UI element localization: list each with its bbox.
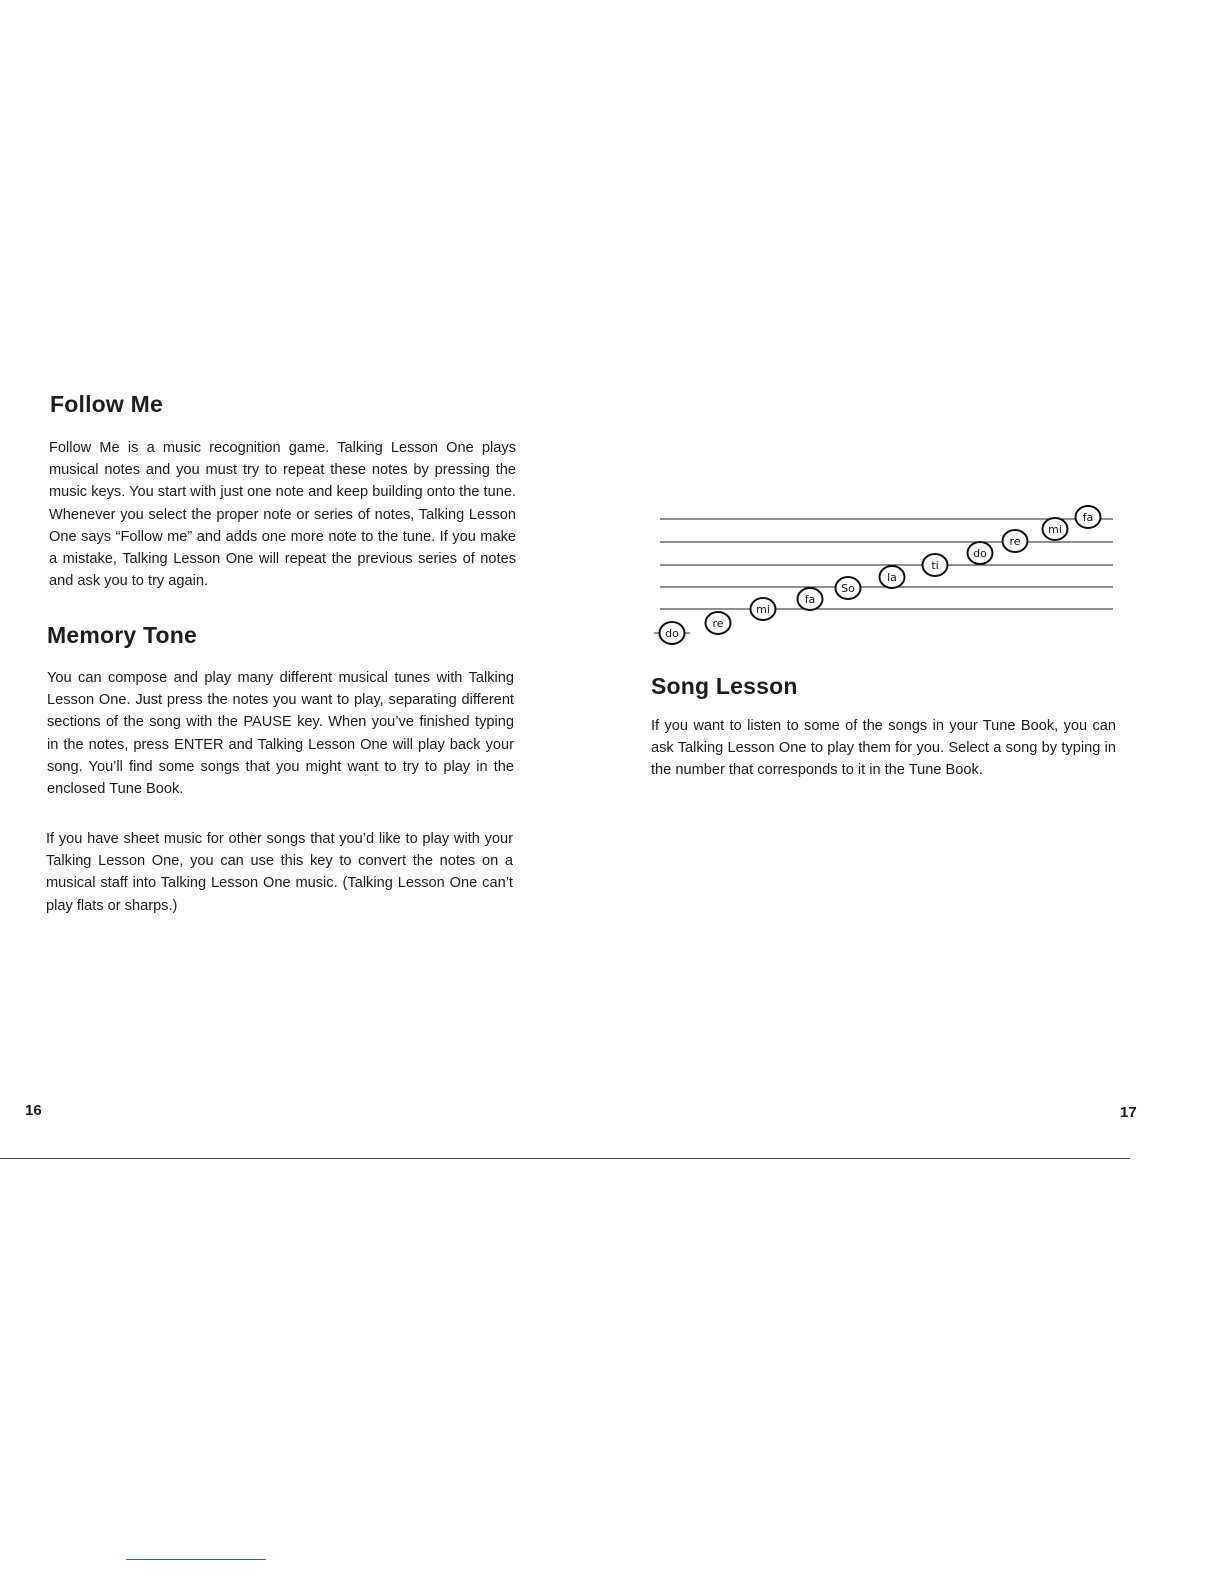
staff-note bbox=[880, 566, 905, 588]
page-number-left: 16 bbox=[25, 1102, 42, 1119]
scan-edge-mark bbox=[126, 1559, 266, 1560]
staff-note bbox=[1043, 518, 1068, 540]
note-label: fa bbox=[804, 593, 816, 606]
staff-notes bbox=[654, 506, 1101, 644]
page-bottom-rule bbox=[0, 1158, 1130, 1159]
staff-note bbox=[1076, 506, 1101, 528]
note-label: do bbox=[973, 547, 987, 560]
staff-note bbox=[923, 554, 948, 576]
note-label: mi bbox=[1048, 523, 1062, 536]
note-label: ti bbox=[931, 559, 939, 572]
staff-note bbox=[751, 598, 776, 620]
note-label: la bbox=[887, 571, 897, 584]
staff-note bbox=[706, 612, 731, 634]
staff-note bbox=[1003, 530, 1028, 552]
memory-tone-paragraph-2: If you have sheet music for other songs that you’d like to play with your Talking Lesson One, you can use this key to convert the notes on a musical staff into Talking Lesson One music. (Talking Lesson One can’t play flats or sharps.) bbox=[46, 831, 513, 914]
note-label: do bbox=[665, 627, 679, 640]
follow-me-paragraph: Follow Me is a music recognition game. Talking Lesson One plays musical notes and you must try to repeat these notes by pressing the music keys. You start with just one note and keep building onto the tune. Whenever you select the proper note or series of notes, Talking Lesson One says “Follow me” and adds one more note to the tune. If you make a mistake, Talking Lesson One will repeat the previous series of notes and ask you to try again. bbox=[49, 440, 516, 590]
memory-tone-heading: Memory Tone bbox=[47, 622, 198, 648]
follow-me-heading: Follow Me bbox=[50, 391, 163, 417]
staff-note bbox=[836, 577, 861, 599]
musical-staff-diagram bbox=[648, 495, 1118, 655]
note-label: fa bbox=[1082, 511, 1094, 524]
staff-note bbox=[654, 622, 690, 644]
note-label: re bbox=[1009, 535, 1021, 548]
memory-tone-paragraph-1: You can compose and play many different musical tunes with Talking Lesson One. Just press the notes you want to play, separating different sections of the song with the PAUSE key. When you’ve finished typing in the notes, press ENTER and Talking Lesson One will play back your song. You’ll find some songs that you might want to try to play in the enclosed Tune Book. bbox=[47, 670, 514, 798]
note-label: mi bbox=[756, 603, 770, 616]
note-label: re bbox=[712, 617, 724, 630]
staff-note bbox=[968, 542, 993, 564]
note-label: So bbox=[841, 582, 855, 595]
staff-note bbox=[798, 588, 823, 610]
song-lesson-heading: Song Lesson bbox=[651, 673, 798, 699]
page-number-right: 17 bbox=[1120, 1104, 1137, 1121]
song-lesson-paragraph: If you want to listen to some of the songs in your Tune Book, you can ask Talking Lesson One to play them for you. Select a song by typing in the number that corresponds to it in the Tune Book. bbox=[651, 718, 1116, 779]
